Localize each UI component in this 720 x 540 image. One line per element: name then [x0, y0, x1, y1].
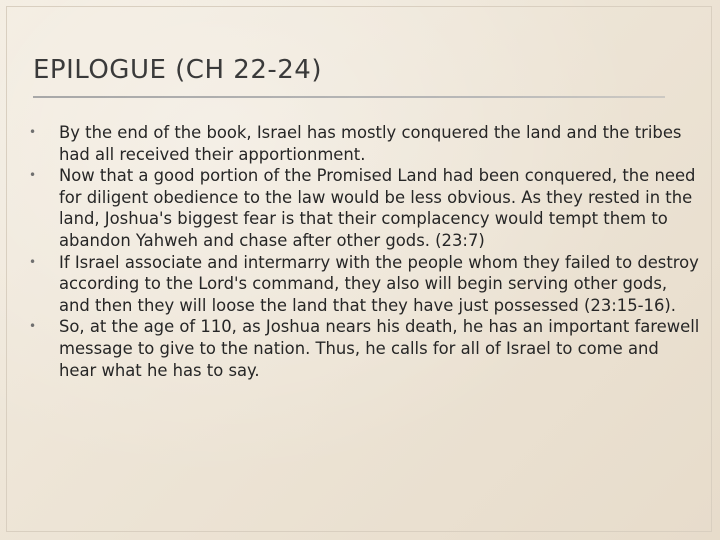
- bullet-marker: •: [29, 254, 37, 269]
- bullet-text: So, at the age of 110, as Joshua nears his death, he has an important farewell message to give to the nation. Thus, he calls for all of Israel to come and hear what he has to say.: [59, 317, 700, 380]
- bullet-list: [0, 122, 720, 381]
- bullet-marker: •: [29, 319, 37, 334]
- slide-title: EPILOGUE (CH 22-24): [33, 55, 322, 85]
- bullet-marker: •: [29, 125, 37, 139]
- bullet-text: By the end of the book, Israel has mostly conquered the land and the tribes had all received their apportionment.: [59, 123, 682, 164]
- bullet-item: [0, 122, 701, 165]
- bullet-marker: •: [29, 168, 37, 183]
- bullet-item: [0, 316, 701, 381]
- bullet-text: If Israel associate and intermarry with the people whom they failed to destroy according to the Lord's command, they also will begin serving other gods, and then they will loose the land that they have just possessed (23:15-16).: [59, 252, 699, 315]
- bullet-item: [0, 252, 701, 317]
- bullet-item: [0, 165, 701, 251]
- bullet-text: Now that a good portion of the Promised Land had been conquered, the need for diligent obedience to the law would be less obvious. As they rested in the land, Joshua's biggest fear is that their complacency would tempt them to abandon Yahweh and chase after other gods. (23:7): [59, 166, 696, 250]
- title-underline: [33, 96, 665, 98]
